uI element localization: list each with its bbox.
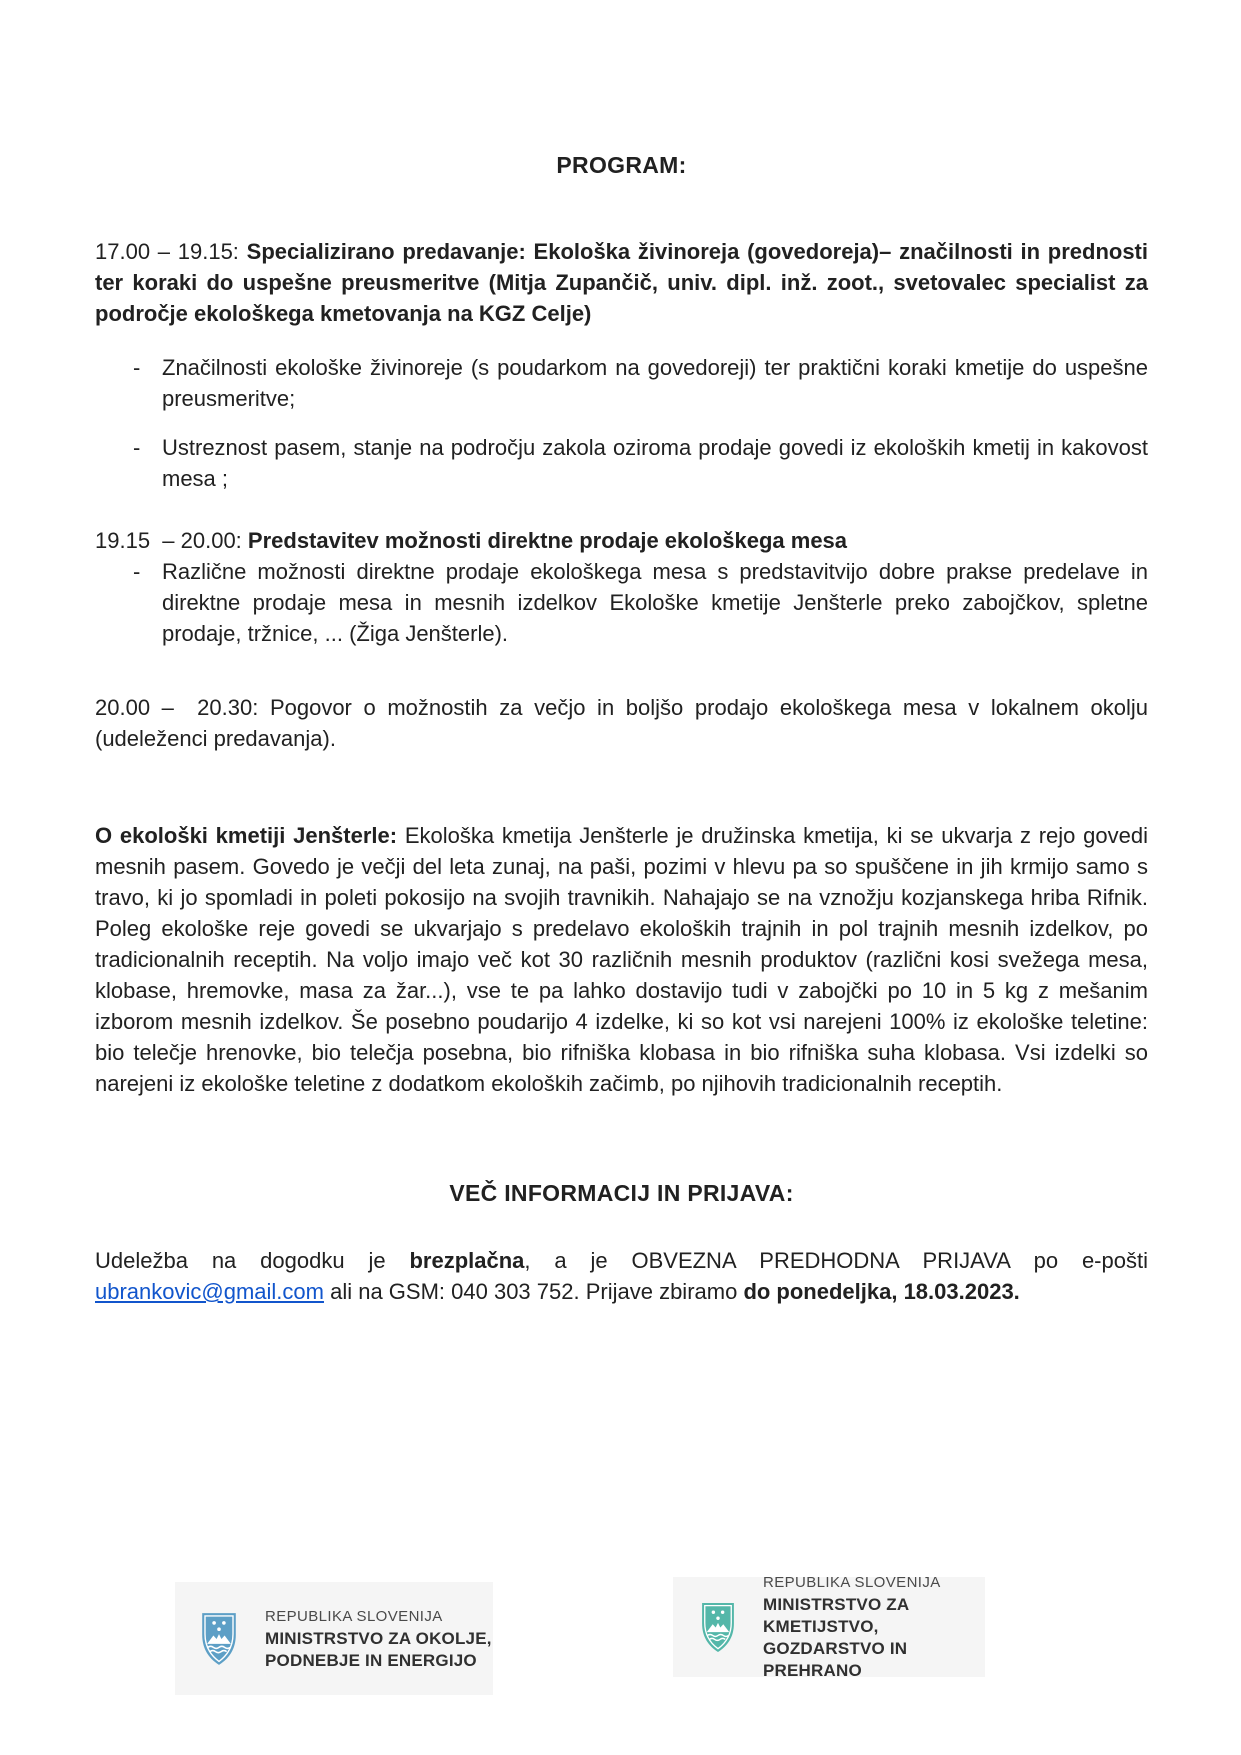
session-1-paragraph [95,236,1148,329]
ministry-logo-agriculture [673,1574,985,1680]
ministry-logo-environment [175,1582,493,1695]
registration-text-2: , a je OBVEZNA PREDHODNA PRIJAVA po e-pošti [524,1248,1148,1273]
session-2-paragraph [95,525,1148,556]
slovenia-coat-of-arms-icon [198,1611,240,1667]
registration-text-3: ali na GSM: 040 303 752. Prijave zbiramo [323,1279,744,1304]
session-3-paragraph [95,692,1148,754]
registration-text-1: Udeležba na dogodku je [95,1248,410,1273]
session-3-time: 20.00 – 20.30: [95,695,270,720]
session-1-title: Specializirano predavanje: Ekološka živinoreja (govedoreja)– značilnosti in prednosti ter koraki do uspešne preusmeritve (Mitja Zupančič, univ. dipl. inž. zoot., svetovalec specialist za področje ekološkega kmetovanja na KGZ Celje) [95,239,1148,326]
logo-country-line: REPUBLIKA SLOVENIJA [265,1607,443,1625]
bullet-marker: - [133,559,141,584]
registration-deadline: do ponedeljka, 18.03.2023. [743,1279,1020,1304]
slovenia-coat-of-arms-icon [698,1601,738,1654]
session-2-bullet-1: Različne možnosti direktne prodaje ekološkega mesa s predstavitvijo dobre prakse predelave in direktne prodaje mesa in mesnih izdelkov Ekološke kmetije Jenšterle preko zabojčkov, spletne prodaje, tržnice, ... (Žiga Jenšterle). [162,559,1148,646]
about-paragraph [95,820,1148,1099]
bullet-marker: - [133,435,141,460]
ministry-logo-agriculture-text [763,1572,985,1682]
logo-ministry-line-2: PODNEBJE IN ENERGIJO [265,1650,477,1670]
logo-country-line: REPUBLIKA SLOVENIJA [763,1574,941,1591]
registration-paragraph [95,1245,1148,1307]
about-text: Ekološka kmetija Jenšterle je družinska kmetija, ki se ukvarja z rejo govedi mesnih pasem. Govedo je večji del leta zunaj, na paši, pozimi v hlevu pa so spuščene in jih krmijo samo s travo, ki jo spomladi in poleti pokosijo na svojih travnikih. Nahajajo se na vznožju kozjanskega hriba Rifnik. Poleg ekološke reje govedi se ukvarjajo s predelavo ekoloških trajnih in pol trajnih mesnih izdelkov, po tradicionalnih receptih. Na voljo imajo več kot 30 različnih mesnih produktov (različni kosi svežega mesa, klobase, hremovke, masa za žar...), vse te pa lahko dostavijo tudi v zabojčki po 10 in 5 kg z mešanim izborom mesnih izdelkov. Še posebno poudarijo 4 izdelke, ki so kot vsi narejeni 100% iz ekološke teletine: bio telečje hrenovke, bio telečja posebna, bio rifniška klobasa in bio rifniška suha klobasa. Vsi izdelki so narejeni iz ekološke teletine z dodatkom ekoloških začimb, po njihovih tradicionalnih receptih. [95,823,1148,1096]
session-2-block [95,525,1148,649]
bullet-marker: - [133,355,141,380]
bullet-item [95,352,1148,414]
session-3-text: Pogovor o možnostih za večjo in boljšo prodajo ekološkega mesa v lokalnem okolju (udeleženci predavanja). [95,695,1148,751]
info-heading: VEČ INFORMACIJ IN PRIJAVA: [449,1180,794,1206]
session-2-time: 19.15 – 20.00: [95,528,248,553]
session-2-title: Predstavitev možnosti direktne prodaje ekološkega mesa [247,528,848,553]
logo-ministry-line-2: GOZDARSTVO IN PREHRANO [763,1639,908,1680]
bullet-item [95,556,1148,649]
about-label: O ekološki kmetiji Jenšterle: [95,823,405,848]
email-link[interactable]: ubrankovic@gmail.com [95,1279,324,1304]
page-title: PROGRAM: [556,152,687,178]
session-1-bullet-1: Značilnosti ekološke živinoreje (s poudarkom na govedoreji) ter praktični koraki kmetije do uspešne preusmeritve; [162,355,1148,411]
session-1-bullet-2: Ustreznost pasem, stanje na področju zakola oziroma prodaje govedi iz ekoloških kmetij in kakovost mesa ; [162,435,1148,491]
session-1-time: 17.00 – 19.15: [95,239,247,264]
logo-ministry-line-1: MINISTRSTVO ZA KMETIJSTVO, [763,1595,909,1636]
ministry-logo-environment-text [265,1606,493,1672]
bullet-item [95,432,1148,494]
registration-bold-free: brezplačna [409,1248,525,1273]
logo-ministry-line-1: MINISTRSTVO ZA OKOLJE, [265,1628,492,1648]
